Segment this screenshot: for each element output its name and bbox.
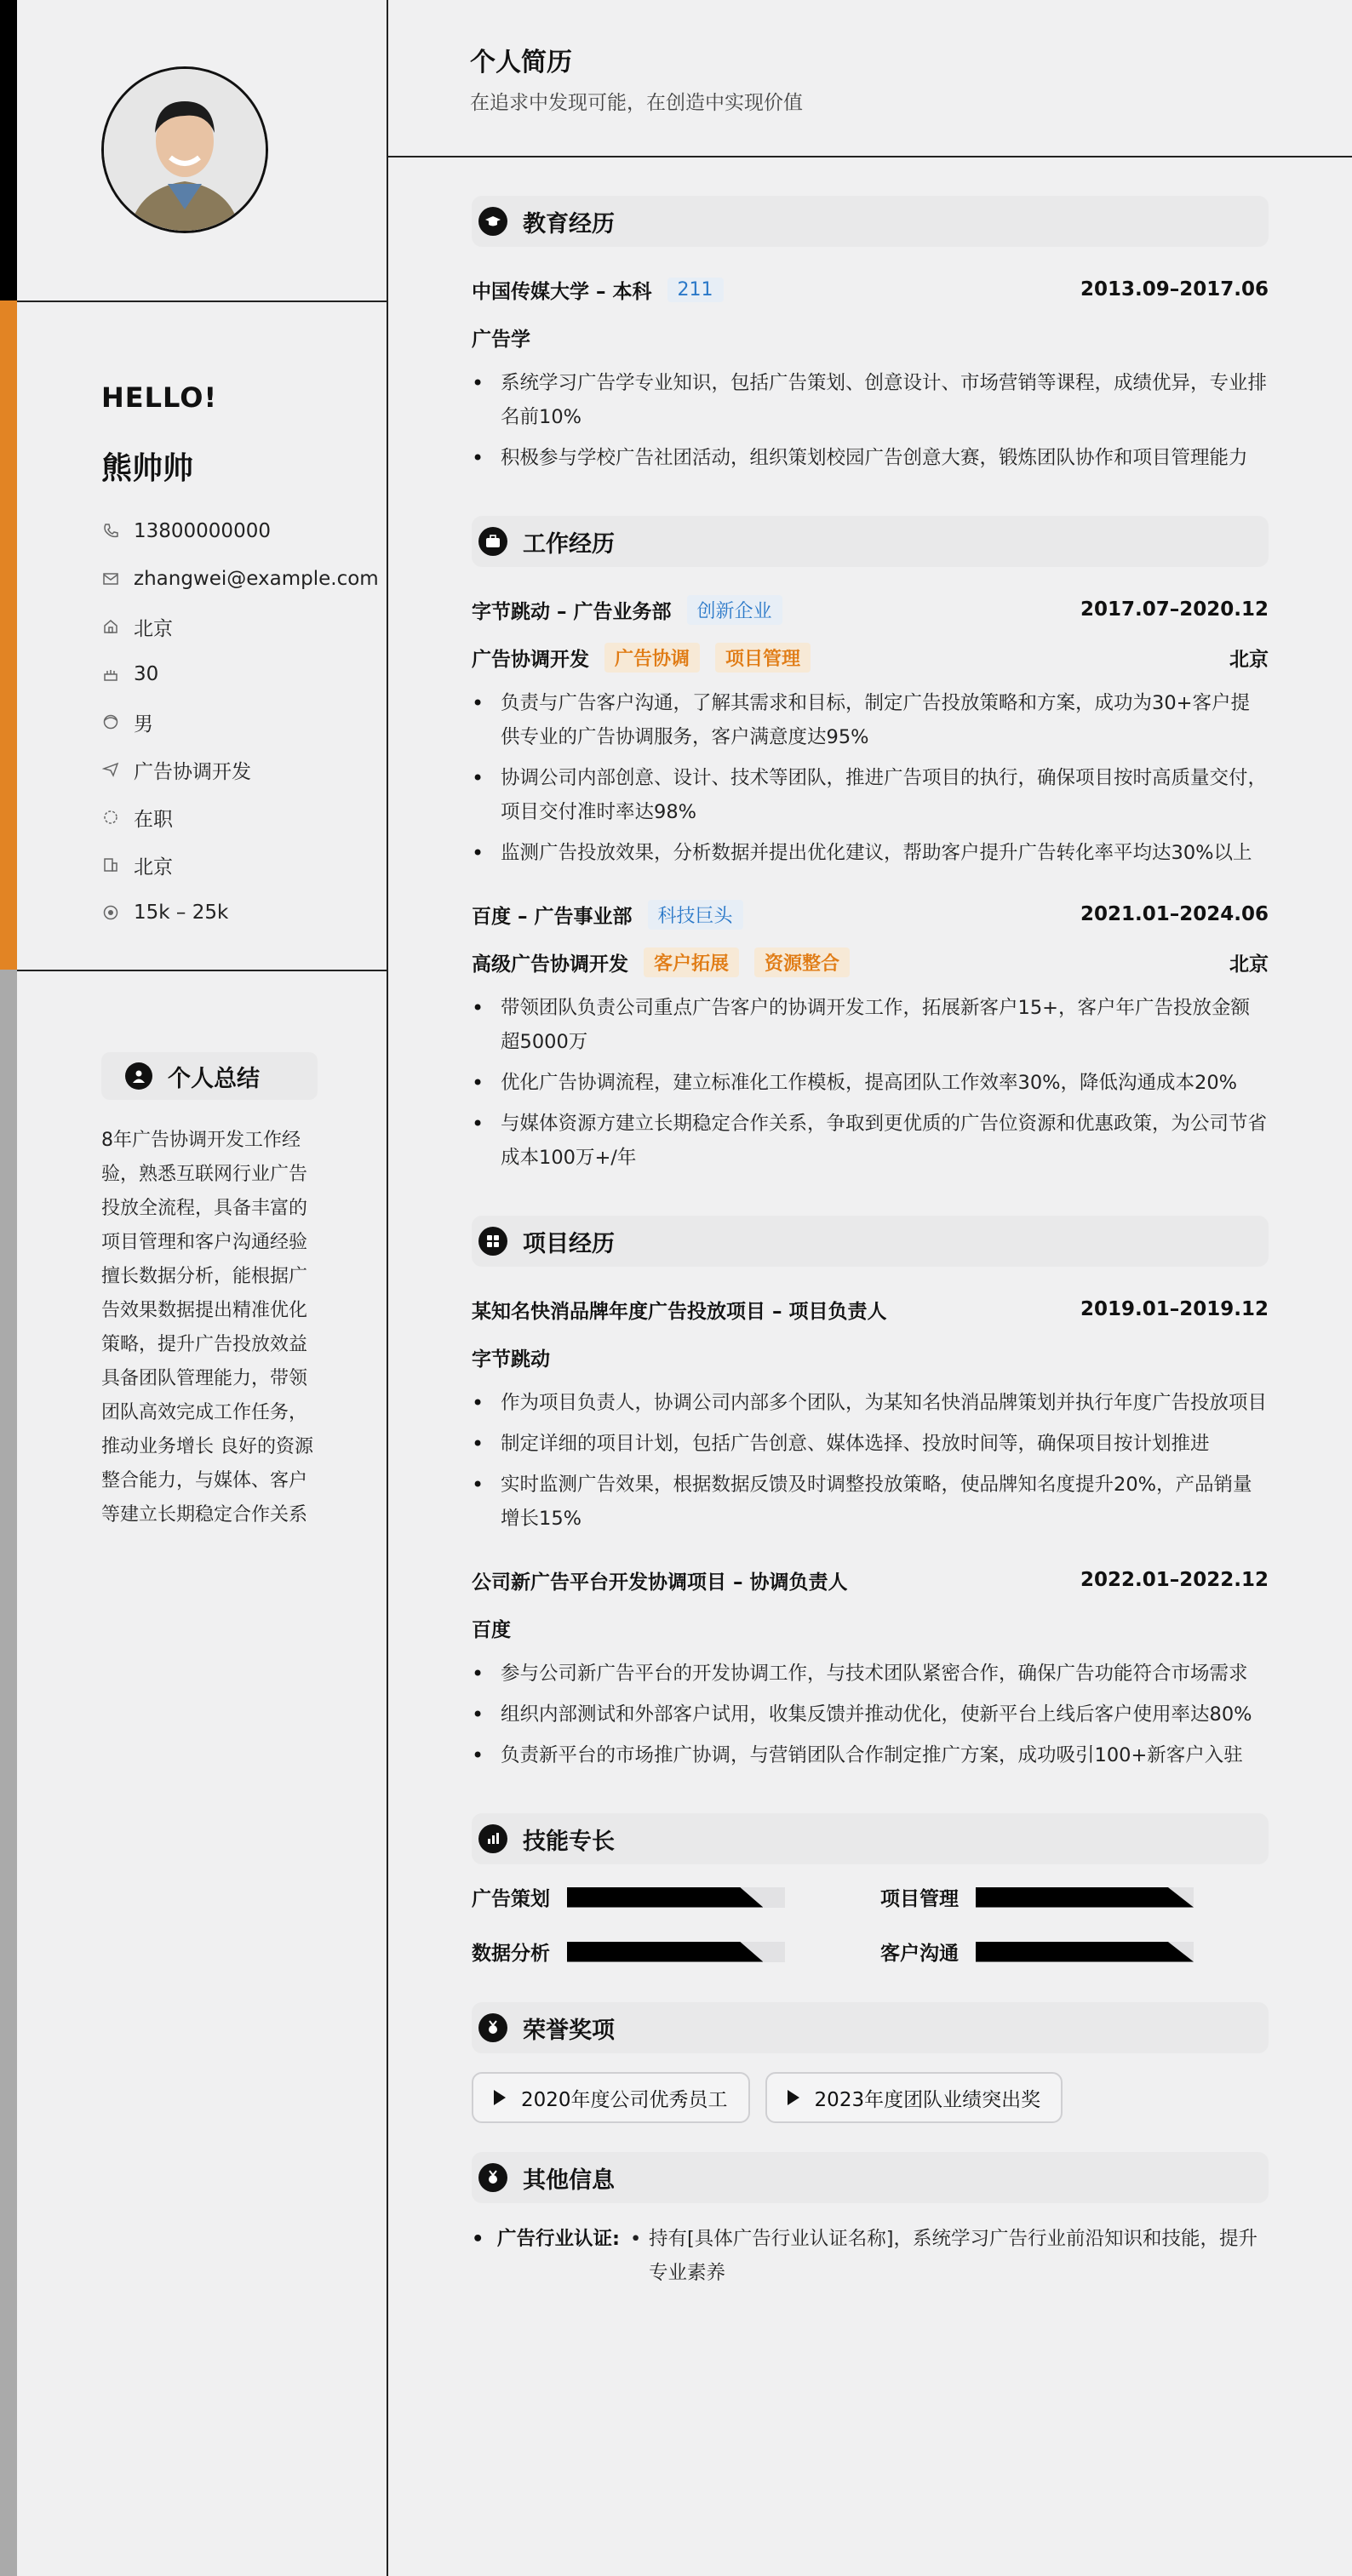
contact-text: 男 xyxy=(134,713,153,736)
building-icon xyxy=(101,856,120,874)
section-other-heading xyxy=(472,2152,1269,2203)
contact-phone xyxy=(101,507,379,555)
candidate-name: 熊帅帅 xyxy=(101,451,194,486)
summary-text: 8年广告协调开发工作经验，熟悉互联网行业广告投放全流程，具备丰富的项目管理和客户沟通经验 擅长数据分析，能根据广告效果数据提出精准优化策略，提升广告投放效益 具备团队管理能力，带领团队高效完成工作任务，推动业务增长 良好的资源整合能力，与媒体、客户等建立长期稳定合作关系 xyxy=(101,1130,313,1526)
skills-grid xyxy=(472,1883,1269,2002)
project-row xyxy=(472,1285,1269,1333)
skill-bar xyxy=(976,1887,1194,1908)
list-item: • 优化广告协调流程，建立标准化工作模板，提高团队工作效率30%，降低沟通成本20% xyxy=(472,1066,1269,1100)
section-title: 其他信息 xyxy=(523,2167,615,2194)
contact-text: 15k – 25k xyxy=(134,902,229,924)
hello-heading: HELLO! xyxy=(101,381,218,414)
other-value: • 持有[具体广告行业认证名称]，系统学习广告行业前沿知识和技能，提升专业素养 xyxy=(620,2222,1269,2290)
cake-icon xyxy=(101,665,120,684)
list-item: • 实时监测广告效果，根据数据反馈及时调整投放策略，使品牌知名度提升20%，产品销量增长15% xyxy=(472,1468,1269,1536)
sidebar-accent-black xyxy=(0,0,17,301)
info-icon xyxy=(478,2163,507,2192)
project-row xyxy=(472,1556,1269,1604)
other-info xyxy=(472,2222,1269,2290)
skill-name: 广告策划 xyxy=(472,1888,550,1910)
list-item: • 作为项目负责人，协调公司内部多个团队，为某知名快消品牌策划并执行年度广告投放项目 xyxy=(472,1386,1269,1420)
contact-salary xyxy=(101,889,379,936)
project-bullets xyxy=(472,1657,1269,1772)
job-role: 高级广告协调开发 xyxy=(472,953,628,976)
phone-icon xyxy=(101,522,120,541)
contact-text: 30 xyxy=(134,663,159,685)
skill-tag: 项目管理 xyxy=(715,643,811,673)
list-item: • 负责新平台的市场推广协调，与营销团队合作制定推广方案，成功吸引100+新客户入驻 xyxy=(472,1738,1269,1772)
contact-location xyxy=(101,603,379,650)
school-name: 中国传媒大学 – 本科 xyxy=(472,280,652,303)
award-item xyxy=(765,2072,1063,2123)
money-icon xyxy=(101,903,120,922)
skill-bar-fill xyxy=(567,1887,763,1908)
skill-bar xyxy=(567,1942,785,1962)
main-content xyxy=(472,196,1269,2290)
skill-item xyxy=(472,1883,785,1911)
list-item: • 与媒体资源方建立长期稳定合作关系，争取到更优质的广告位资源和优惠政策，为公司节省成本100万+/年 xyxy=(472,1107,1269,1175)
list-item: • 系统学习广告学专业知识，包括广告策划、创意设计、市场营销等课程，成绩优异，专业排名前10% xyxy=(472,366,1269,434)
job-row xyxy=(472,890,1269,938)
education-bullets xyxy=(472,366,1269,475)
status-icon xyxy=(101,808,120,827)
list-item: • 组织内部测试和外部客户试用，收集反馈并推动优化，使新平台上线后客户使用率达80% xyxy=(472,1697,1269,1732)
avatar xyxy=(101,66,268,233)
project-name: 公司新广告平台开发协调项目 – 协调负责人 xyxy=(472,1571,848,1594)
job-company: 字节跳动 – 广告业务部 xyxy=(472,600,672,623)
page-subtitle: 在追求中发现可能，在创造中实现价值 xyxy=(470,92,803,114)
skill-bar xyxy=(976,1942,1194,1962)
sidebar-divider xyxy=(17,970,387,971)
contact-list xyxy=(101,507,379,936)
skill-tag: 资源整合 xyxy=(754,947,850,977)
award-label: 2023年度团队业绩突出奖 xyxy=(814,2088,1041,2111)
contact-age xyxy=(101,650,379,698)
skill-name: 项目管理 xyxy=(880,1888,959,1910)
mail-icon xyxy=(101,570,120,588)
skill-item xyxy=(880,1883,1194,1911)
school-tag: 211 xyxy=(667,278,724,302)
list-item: • 制定详细的项目计划，包括广告创意、媒体选择、投放时间等，确保项目按计划推进 xyxy=(472,1427,1269,1461)
list-item: • 监测广告投放效果，分析数据并提出优化建议，帮助客户提升广告转化率平均达30%以上 xyxy=(472,836,1269,870)
contact-text: 在职 xyxy=(134,808,173,831)
section-title: 技能专长 xyxy=(523,1828,615,1855)
project-org: 字节跳动 xyxy=(472,1348,550,1371)
contact-text: 13800000000 xyxy=(134,520,271,542)
job-bullets xyxy=(472,686,1269,870)
summary-title: 个人总结 xyxy=(168,1065,260,1092)
briefcase-icon xyxy=(478,527,507,556)
skill-bar-fill xyxy=(567,1942,763,1962)
job-role: 广告协调开发 xyxy=(472,648,589,671)
skill-name: 数据分析 xyxy=(472,1943,550,1965)
skill-bar-fill xyxy=(976,1887,1194,1908)
user-icon xyxy=(125,1062,152,1090)
section-education-heading xyxy=(472,196,1269,247)
job-bullets xyxy=(472,991,1269,1175)
project-date: 2022.01–2022.12 xyxy=(1080,1569,1269,1591)
contact-gender xyxy=(101,698,379,746)
contact-text: zhangwei@example.com xyxy=(134,568,379,590)
section-title: 工作经历 xyxy=(523,530,615,558)
job-date: 2021.01–2024.06 xyxy=(1080,903,1269,925)
contact-text: 北京 xyxy=(134,856,173,879)
project-org-row xyxy=(472,1604,1269,1652)
award-label: 2020年度公司优秀员工 xyxy=(521,2088,728,2111)
sidebar xyxy=(17,0,388,2576)
list-item: • 协调公司内部创意、设计、技术等团队，推进广告项目的执行，确保项目按时高质量交付，项目交付准时率达98% xyxy=(472,761,1269,829)
contact-text: 广告协调开发 xyxy=(134,760,251,783)
list-item: • 积极参与学校广告社团活动，组织策划校园广告创意大赛，锻炼团队协作和项目管理能力 xyxy=(472,441,1269,475)
skill-bar-fill xyxy=(976,1942,1194,1962)
list-item: • 参与公司新广告平台的开发协调工作，与技术团队紧密合作，确保广告功能符合市场需求 xyxy=(472,1657,1269,1691)
skill-tag: 客户拓展 xyxy=(644,947,739,977)
skill-item xyxy=(880,1938,1194,1966)
play-icon xyxy=(494,2090,506,2105)
list-item: • 负责与广告客户沟通，了解其需求和目标，制定广告投放策略和方案，成功为30+客户提供专业的广告协调服务，客户满意度达95% xyxy=(472,686,1269,754)
medal-icon xyxy=(478,2013,507,2042)
send-icon xyxy=(101,760,120,779)
job-company: 百度 – 广告事业部 xyxy=(472,905,633,928)
award-item xyxy=(472,2072,750,2123)
sidebar-accent-orange xyxy=(0,301,17,970)
list-item: • 带领团队负责公司重点广告客户的协调开发工作，拓展新客户15+，客户年广告投放金额超5000万 xyxy=(472,991,1269,1059)
job-city: 北京 xyxy=(1229,953,1269,976)
skill-name: 客户沟通 xyxy=(880,1943,959,1965)
job-city: 北京 xyxy=(1229,648,1269,671)
skill-tag: 广告协调 xyxy=(604,643,700,673)
job-row xyxy=(472,586,1269,633)
bar-chart-icon xyxy=(478,1824,507,1853)
section-title: 荣誉奖项 xyxy=(523,2017,615,2044)
other-key: • 广告行业认证: xyxy=(472,2222,620,2290)
education-date: 2013.09–2017.06 xyxy=(1080,278,1269,301)
sidebar-divider xyxy=(17,301,387,302)
awards-list xyxy=(472,2072,1269,2123)
section-awards-heading xyxy=(472,2002,1269,2053)
grid-icon xyxy=(478,1227,507,1256)
project-name: 某知名快消品牌年度广告投放项目 – 项目负责人 xyxy=(472,1300,887,1323)
graduation-cap-icon xyxy=(478,207,507,236)
major: 广告学 xyxy=(472,328,530,351)
face-icon xyxy=(101,713,120,731)
major-row xyxy=(472,313,1269,361)
skill-bar xyxy=(567,1887,785,1908)
project-date: 2019.01–2019.12 xyxy=(1080,1298,1269,1320)
contact-email xyxy=(101,555,379,603)
page-header xyxy=(388,0,1352,157)
sidebar-accent-gray xyxy=(0,970,17,2576)
company-tag: 科技巨头 xyxy=(648,900,743,930)
summary-heading xyxy=(101,1052,318,1100)
job-role-row xyxy=(472,633,1269,681)
contact-text: 北京 xyxy=(134,617,173,640)
home-icon xyxy=(101,617,120,636)
skill-item xyxy=(472,1938,785,1966)
section-skills-heading xyxy=(472,1813,1269,1864)
project-org-row xyxy=(472,1333,1269,1381)
page-title: 个人简历 xyxy=(470,48,572,77)
section-title: 项目经历 xyxy=(523,1230,615,1257)
job-role-row xyxy=(472,938,1269,986)
project-org: 百度 xyxy=(472,1618,511,1641)
contact-city xyxy=(101,841,379,889)
section-work-heading xyxy=(472,516,1269,567)
project-bullets xyxy=(472,1386,1269,1536)
section-title: 教育经历 xyxy=(523,210,615,238)
education-row xyxy=(472,266,1269,313)
contact-status xyxy=(101,793,379,841)
contact-position xyxy=(101,746,379,793)
job-date: 2017.07–2020.12 xyxy=(1080,598,1269,621)
section-projects-heading xyxy=(472,1216,1269,1267)
company-tag: 创新企业 xyxy=(687,595,782,625)
play-icon xyxy=(788,2090,799,2105)
